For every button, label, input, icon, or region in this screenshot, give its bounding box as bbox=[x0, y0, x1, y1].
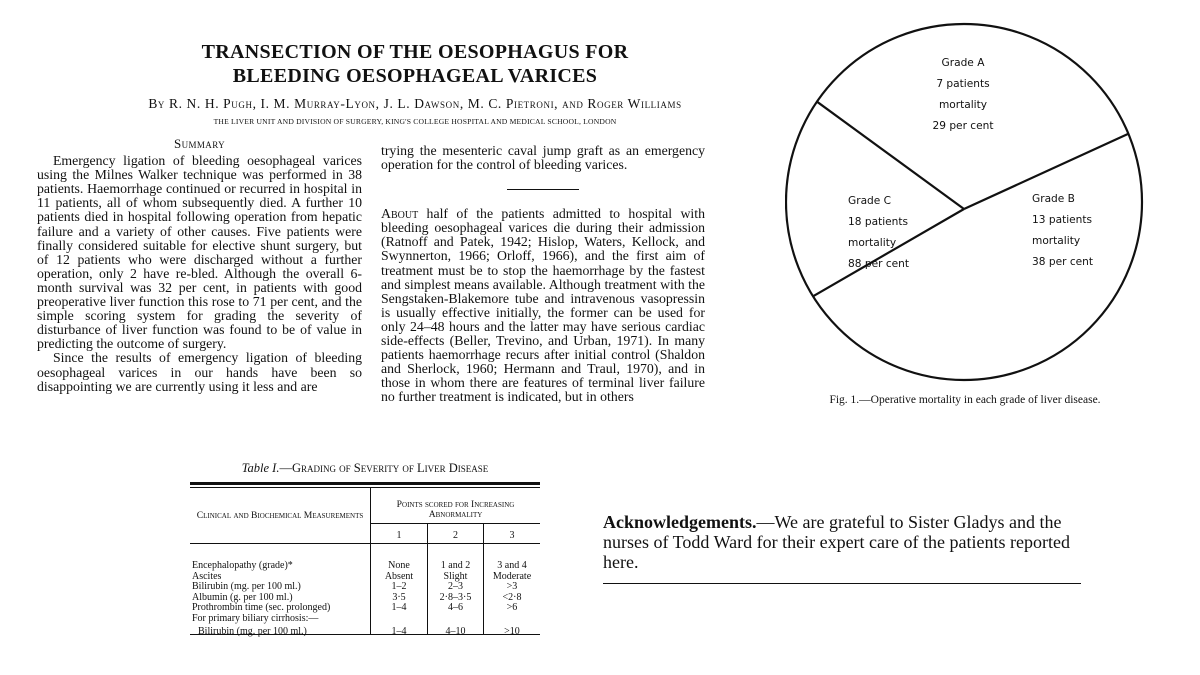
table-cell: Slight bbox=[443, 570, 468, 582]
table-subheader-rule bbox=[371, 523, 540, 524]
pie-chart bbox=[785, 5, 1155, 385]
intro-lead-word: About bbox=[381, 206, 419, 222]
pie-divider-grade-b bbox=[817, 102, 964, 209]
affiliation: THE LIVER UNIT AND DIVISION OF SURGERY, KING'S COLLEGE HOSPITAL AND MEDICAL SCHOOL, LONDON bbox=[213, 117, 617, 126]
table-cell: 2·8–3·5 bbox=[439, 591, 472, 603]
slice-label-grade-c bbox=[848, 195, 909, 270]
summary-paragraph-2: Since the results of emergency ligation of bleeding oesophageal varices in our hands have been so disappointing we are currently using it less and are bbox=[37, 350, 362, 394]
table-column-3 bbox=[484, 561, 540, 637]
table-column-2 bbox=[428, 561, 483, 637]
table-col-3-header: 3 bbox=[509, 530, 515, 541]
table-cell: 4–10 bbox=[445, 625, 466, 637]
right-column bbox=[381, 144, 705, 405]
intro-text: half of the patients admitted to hospital with bleeding oesophageal varices die during their admission (Ratnoff and Patek, 1942; Hislop, Waters, Kellock, and Swynnerton, 1966; Orloff, 1966), and the first aim of treatment must be to stop the haemorrhage by the fastest and simplest means available. Although treatment with the Sengstaken-Blakemore tube and intravenous vasopressin is usually effective initially, the former can be used for only 24–48 hours and the latter may have serious cardiac side-effects (Beller, Trevino, and Urban, 1971). In many patients haemorrhage recurs after initial control (Shaldon and Sherlock, 1960; Hermann and Traul, 1970), and in those in whom there are features of terminal liver failure no further treatment is indicated, but in others bbox=[381, 206, 705, 405]
table-row-label: Albumin (g. per 100 ml.) bbox=[192, 591, 293, 603]
slice-grade-a-mortality-label: mortality bbox=[938, 99, 988, 111]
table-title-number: Table I. bbox=[241, 461, 280, 475]
table-cell: 1–2 bbox=[391, 581, 407, 593]
slice-grade-b-mortality-label: mortality bbox=[1032, 235, 1081, 247]
table-cell: >6 bbox=[506, 602, 518, 614]
table-cell: >3 bbox=[506, 581, 518, 593]
table-cell bbox=[484, 614, 540, 625]
table-cell: 1–4 bbox=[391, 625, 407, 637]
slice-grade-c-mortality-value: 88 per cent bbox=[848, 258, 910, 270]
acknowledgements-rule bbox=[603, 583, 1081, 584]
acknowledgements-heading: Acknowledgements. bbox=[603, 512, 757, 532]
slice-label-grade-a bbox=[932, 57, 993, 132]
summary-paragraph-1: Emergency ligation of bleeding oesophageal varices using the Milnes Walker technique was performed in 38 patients. Haemorrhage continued or recurred in hospital in 11 patients, all of whom subsequently died. A further 10 patients died in hospital following operation from hepatic failure and a variety of other causes. Five patients were finally considered suitable for elective shunt surgery, but of 12 patients who were discharged without a further operation, only 2 have re-bled. Although the overall 6-month survival was 32 per cent, in patients with good preoperative liver function this rose to 71 per cent, and the simple scoring system for grading the severity of disturbance of liver function was found to be of value in predicting the outcome of surgery. bbox=[37, 153, 362, 352]
summary-continuation: trying the mesenteric caval jump graft as an emergency operation for the control of bleeding varices. bbox=[381, 143, 705, 173]
table-cell: 3 and 4 bbox=[497, 560, 527, 571]
table-cell bbox=[428, 614, 483, 625]
table-cell: 2–3 bbox=[448, 581, 463, 593]
table-row-label: Ascites bbox=[192, 570, 222, 582]
figure-caption: Fig. 1.—Operative mortality in each grade of liver disease. bbox=[829, 394, 1101, 406]
slice-label-grade-b bbox=[1032, 193, 1093, 268]
table-top-rule-thin bbox=[190, 487, 540, 488]
table-cell: 3·5 bbox=[392, 591, 406, 603]
left-column bbox=[37, 137, 362, 394]
table-cell: 1–4 bbox=[391, 602, 407, 614]
table-row-label: For primary biliary cirrhosis:— bbox=[192, 612, 319, 624]
table-cell: None bbox=[388, 560, 410, 571]
table-col-2-header: 2 bbox=[453, 530, 458, 541]
table-top-rule bbox=[190, 482, 540, 485]
slice-grade-c-mortality-label: mortality bbox=[848, 237, 897, 249]
table-column-1 bbox=[371, 561, 427, 637]
title-line-1: TRANSECTION OF THE OESOPHAGUS FOR bbox=[201, 41, 629, 63]
table-header-measurements: Clinical and Biochemical Measurements bbox=[196, 510, 364, 521]
table-cell: Moderate bbox=[492, 570, 532, 582]
slice-grade-a-mortality-value: 29 per cent bbox=[932, 120, 994, 132]
table-row-label: Bilirubin (mg. per 100 ml.) bbox=[192, 581, 301, 593]
slice-grade-c-patients: 18 patients bbox=[848, 216, 909, 228]
table-header-rule bbox=[190, 543, 540, 544]
table-title-text: —Grading of Severity of Liver Disease bbox=[279, 461, 489, 475]
intro-paragraph bbox=[381, 207, 705, 404]
summary-heading: Summary bbox=[173, 136, 226, 151]
grading-table bbox=[190, 482, 540, 636]
slice-grade-a-patients: 7 patients bbox=[936, 78, 990, 90]
table-cell: 1 and 2 bbox=[440, 560, 471, 571]
table-cell: 4–6 bbox=[448, 602, 463, 614]
table-cell bbox=[371, 614, 427, 625]
table-title bbox=[190, 461, 540, 476]
table-header-points: Points scored for Increasing Abnormality bbox=[396, 499, 515, 520]
table-row-label: Prothrombin time (sec. prolonged) bbox=[192, 602, 331, 614]
slice-grade-b-patients: 13 patients bbox=[1032, 214, 1093, 226]
table-row-label: Bilirubin (mg. per 100 ml.) bbox=[198, 625, 307, 637]
slice-grade-b-label: Grade B bbox=[1032, 193, 1075, 205]
author-list: By R. N. H. Pugh, I. M. Murray-Lyon, J. L. Dawson, M. C. Pietroni, and Roger Williams bbox=[148, 96, 682, 111]
table-row-label: Encephalopathy (grade)* bbox=[192, 560, 293, 571]
slice-grade-b-mortality-value: 38 per cent bbox=[1032, 256, 1094, 268]
acknowledgements bbox=[603, 512, 1083, 572]
table-cell: Absent bbox=[384, 570, 414, 582]
acknowledgements-text: —We are grateful to Sister Gladys and the nurses of Todd Ward for their expert care of the patients reported here. bbox=[603, 512, 1070, 572]
title-line-2: BLEEDING OESOPHAGEAL VARICES bbox=[232, 65, 598, 87]
table-cell: >10 bbox=[504, 625, 520, 637]
table-col-1-header: 1 bbox=[396, 530, 402, 541]
slice-grade-a-label: Grade A bbox=[941, 57, 985, 69]
section-divider bbox=[507, 189, 579, 190]
table-row-labels bbox=[192, 561, 372, 637]
table-cell: <2·8 bbox=[502, 591, 522, 603]
slice-grade-c-label: Grade C bbox=[848, 195, 892, 207]
article-title bbox=[40, 40, 790, 88]
